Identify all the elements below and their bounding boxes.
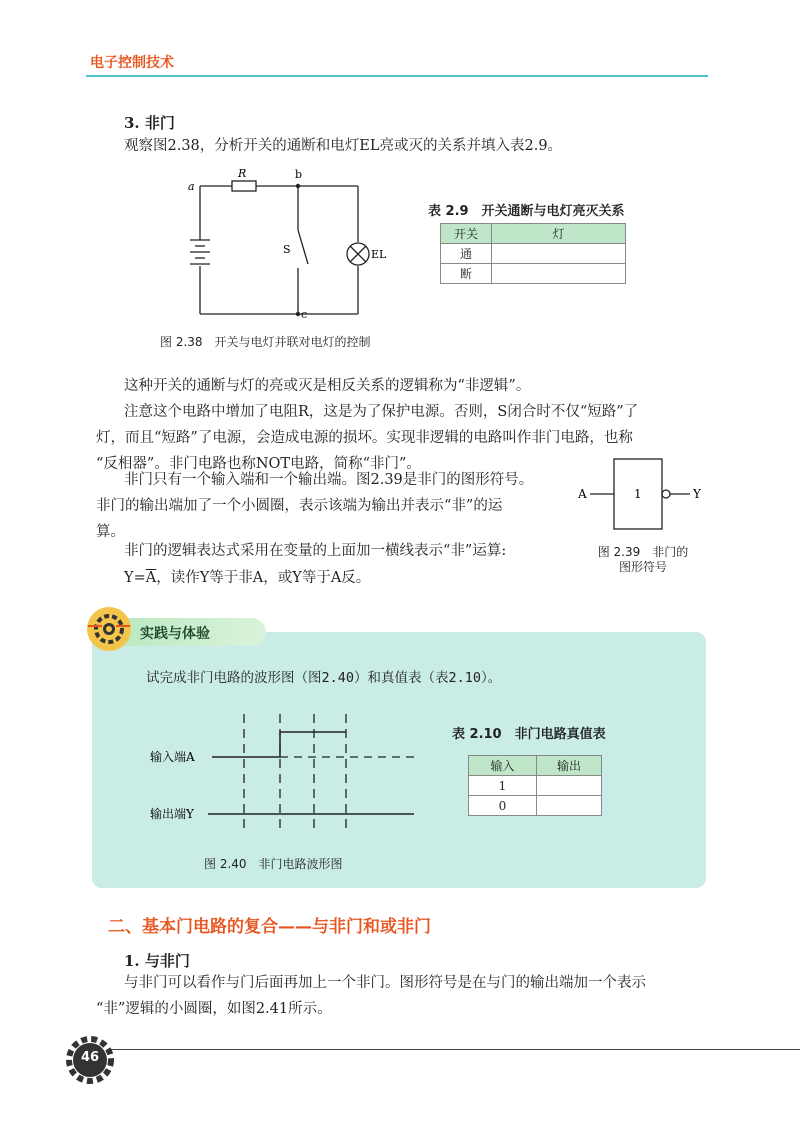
waveform-input-label: 输入端A (150, 750, 195, 764)
paragraph-3-line-3: 算。 (96, 524, 125, 540)
header-divider (86, 75, 708, 77)
figure-2-39-caption-line-2: 图形符号 (618, 560, 667, 574)
label-a: a (188, 180, 195, 193)
table-2-10 (468, 755, 602, 816)
logic-expression (124, 565, 370, 591)
nand-text-line-1: 与非门可以看作与门后面再加上一个非门。图形符号是在与门的输出端加一个表示 (124, 975, 646, 991)
page-number: 46 (80, 1050, 100, 1065)
table-row (469, 776, 602, 796)
paragraph-2-line-2: 灯，而且“短路”了电源，会造成电源的损坏。实现非逻辑的电路叫作非门电路，也称 (96, 430, 633, 446)
table-cell-blank[interactable] (492, 264, 626, 284)
table-2-9-title: 表 2.9 开关通断与电灯亮灭关系 (428, 204, 625, 219)
figure-2-40-caption: 图 2.40 非门电路波形图 (204, 857, 343, 871)
table-header-lamp: 灯 (492, 224, 626, 244)
expression-a-bar: $\overline{A}$ (145, 570, 157, 586)
practice-label: 实践与体验 (140, 626, 210, 642)
header-title: 电子控制技术 (90, 55, 174, 71)
table-cell-blank[interactable] (537, 776, 602, 796)
paragraph-2-line-1: 注意这个电路中增加了电阻R，这是为了保护电源。否则，S闭合时不仅“短路”了 (124, 404, 639, 420)
section-title-not-gate: 3. 非门 (124, 114, 175, 132)
table-header-output: 输出 (537, 756, 602, 776)
table-cell: 1 (469, 776, 537, 796)
practice-instruction: 试完成非门电路的波形图（图2.40）和真值表（表2.10）。 (146, 670, 502, 686)
table-row (469, 796, 602, 816)
gate-symbol-1: 1 (634, 487, 642, 501)
figure-2-38-caption: 图 2.38 开关与电灯并联对电灯的控制 (160, 335, 371, 349)
nand-subtitle: 1. 与非门 (124, 952, 190, 970)
table-row (441, 264, 626, 284)
gate-output-y: Y (693, 487, 701, 501)
table-row (441, 244, 626, 264)
section-two-title: 二、基本门电路的复合——与非门和或非门 (108, 917, 431, 937)
waveform-output-label: 输出端Y (150, 807, 194, 821)
label-el: EL (371, 248, 387, 261)
table-cell: 通 (441, 244, 492, 264)
label-c: c (301, 308, 308, 321)
table-cell-blank[interactable] (492, 244, 626, 264)
paragraph-1: 这种开关的通断与灯的亮或灭是相反关系的逻辑称为“非逻辑”。 (124, 378, 531, 394)
expression-reading: ，读作Y等于非A，或Y等于A反。 (156, 570, 371, 586)
footer-divider (110, 1049, 800, 1050)
paragraph-2-line-3: “反相器”。非门电路也称NOT电路，简称“非门”。 (96, 456, 421, 472)
paragraph-3-line-1: 非门只有一个输入端和一个输出端。图2.39是非门的图形符号。 (124, 472, 534, 488)
figure-2-39-not-gate (576, 455, 706, 535)
table-cell: 断 (441, 264, 492, 284)
intro-text: 观察图2.38，分析开关的通断和电灯EL亮或灭的关系并填入表2.9。 (124, 138, 563, 154)
table-header-switch: 开关 (441, 224, 492, 244)
paragraph-4-line-1: 非门的逻辑表达式采用在变量的上面加一横线表示“非”运算: (124, 543, 507, 559)
table-cell: 0 (469, 796, 537, 816)
table-2-9 (440, 223, 626, 284)
expression-y: Y= (124, 570, 146, 586)
label-b: b (295, 168, 303, 181)
gate-input-a: A (578, 487, 587, 501)
label-r: R (238, 168, 247, 180)
nand-text-line-2: “非”逻辑的小圆圈，如图2.41所示。 (96, 1001, 332, 1017)
figure-2-40-waveform (150, 710, 430, 835)
table-header-input: 输入 (469, 756, 537, 776)
table-2-10-title: 表 2.10 非门电路真值表 (452, 727, 606, 742)
table-cell-blank[interactable] (537, 796, 602, 816)
figure-2-39-caption-line-1: 图 2.39 非门的 (597, 545, 689, 559)
figure-2-38-circuit (180, 168, 410, 328)
gear-bulb-icon (84, 604, 134, 654)
paragraph-3-line-2: 非门的输出端加了一个小圆圈，表示该端为输出并表示“非”的运 (96, 498, 503, 514)
label-s: S (283, 243, 291, 256)
